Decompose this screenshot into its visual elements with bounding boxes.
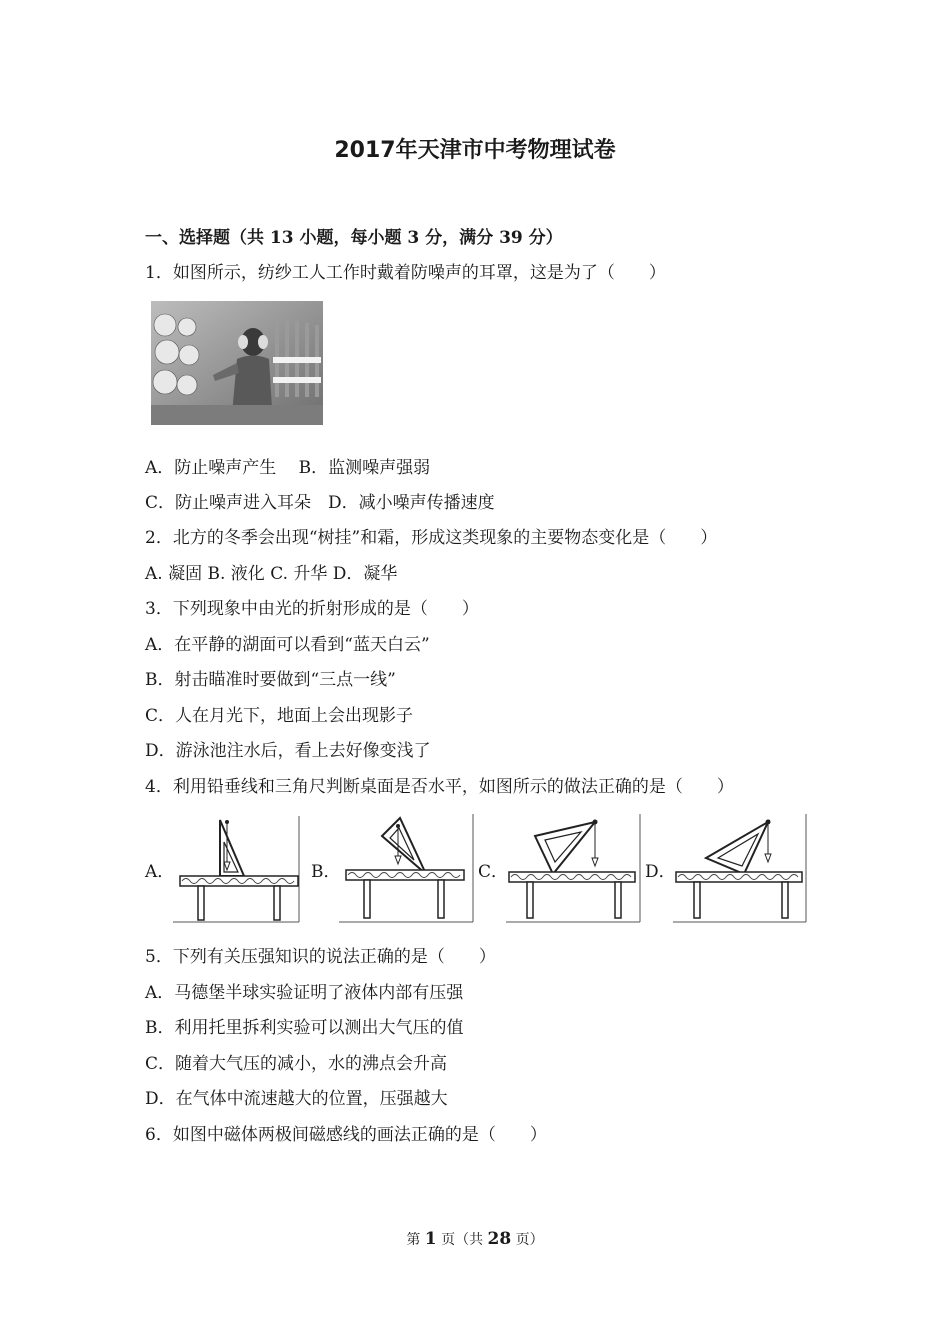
question-2-stem: 2．北方的冬季会出现“树挂”和霜，形成这类现象的主要物态变化是（ ） <box>145 528 718 548</box>
question-5-option-a: A．马德堡半球实验证明了液体内部有压强 <box>145 983 464 1003</box>
question-3-option-c: C．人在月光下，地面上会出现影子 <box>145 706 414 726</box>
question-4-figure-b <box>338 812 474 924</box>
footer-total-pages: 28 <box>487 1229 512 1249</box>
question-1-options-ab: A．防止噪声产生 B．监测噪声强弱 <box>145 458 431 478</box>
question-4-stem: 4．利用铅垂线和三角尺判断桌面是否水平，如图所示的做法正确的是（ ） <box>145 777 734 797</box>
question-6-stem: 6．如图中磁体两极间磁感线的画法正确的是（ ） <box>145 1125 547 1145</box>
page-title: 2017年天津市中考物理试卷 <box>334 138 616 163</box>
question-4-figure-c <box>505 812 641 924</box>
question-5-option-b: B．利用托里拆利实验可以测出大气压的值 <box>145 1018 464 1038</box>
question-3-option-b: B．射击瞄准时要做到“三点一线” <box>145 670 396 690</box>
question-4-figure-a <box>172 812 300 924</box>
question-4-label-d: D． <box>645 862 676 882</box>
question-4-label-b: B． <box>311 862 341 882</box>
question-4-label-c: C． <box>478 862 509 882</box>
footer-page-number: 1 <box>424 1229 437 1249</box>
page-footer <box>0 1229 950 1249</box>
question-1-photo <box>145 297 330 432</box>
question-5-option-c: C．随着大气压的减小，水的沸点会升高 <box>145 1054 448 1074</box>
question-4-figure-d <box>672 812 808 924</box>
question-1-stem: 1．如图所示，纺纱工人工作时戴着防噪声的耳罩，这是为了（ ） <box>145 263 666 283</box>
question-4-label-a: A． <box>145 862 175 882</box>
question-2-options: A. 凝固 B. 液化 C. 升华 D．凝华 <box>145 564 398 584</box>
question-3-option-d: D．游泳池注水后，看上去好像变浅了 <box>145 741 431 761</box>
question-3-stem: 3．下列现象中由光的折射形成的是（ ） <box>145 599 479 619</box>
question-3-option-a: A．在平静的湖面可以看到“蓝天白云” <box>145 635 430 655</box>
question-5-stem: 5．下列有关压强知识的说法正确的是（ ） <box>145 947 496 967</box>
section-heading: 一、选择题（共 13 小题，每小题 3 分，满分 39 分） <box>145 228 563 248</box>
footer-prefix: 第 <box>406 1232 425 1248</box>
footer-suffix: 页） <box>511 1232 544 1248</box>
question-5-option-d: D．在气体中流速越大的位置，压强越大 <box>145 1089 448 1109</box>
question-1-options-cd: C．防止噪声进入耳朵 D．减小噪声传播速度 <box>145 493 495 513</box>
footer-middle: 页（共 <box>436 1232 488 1248</box>
